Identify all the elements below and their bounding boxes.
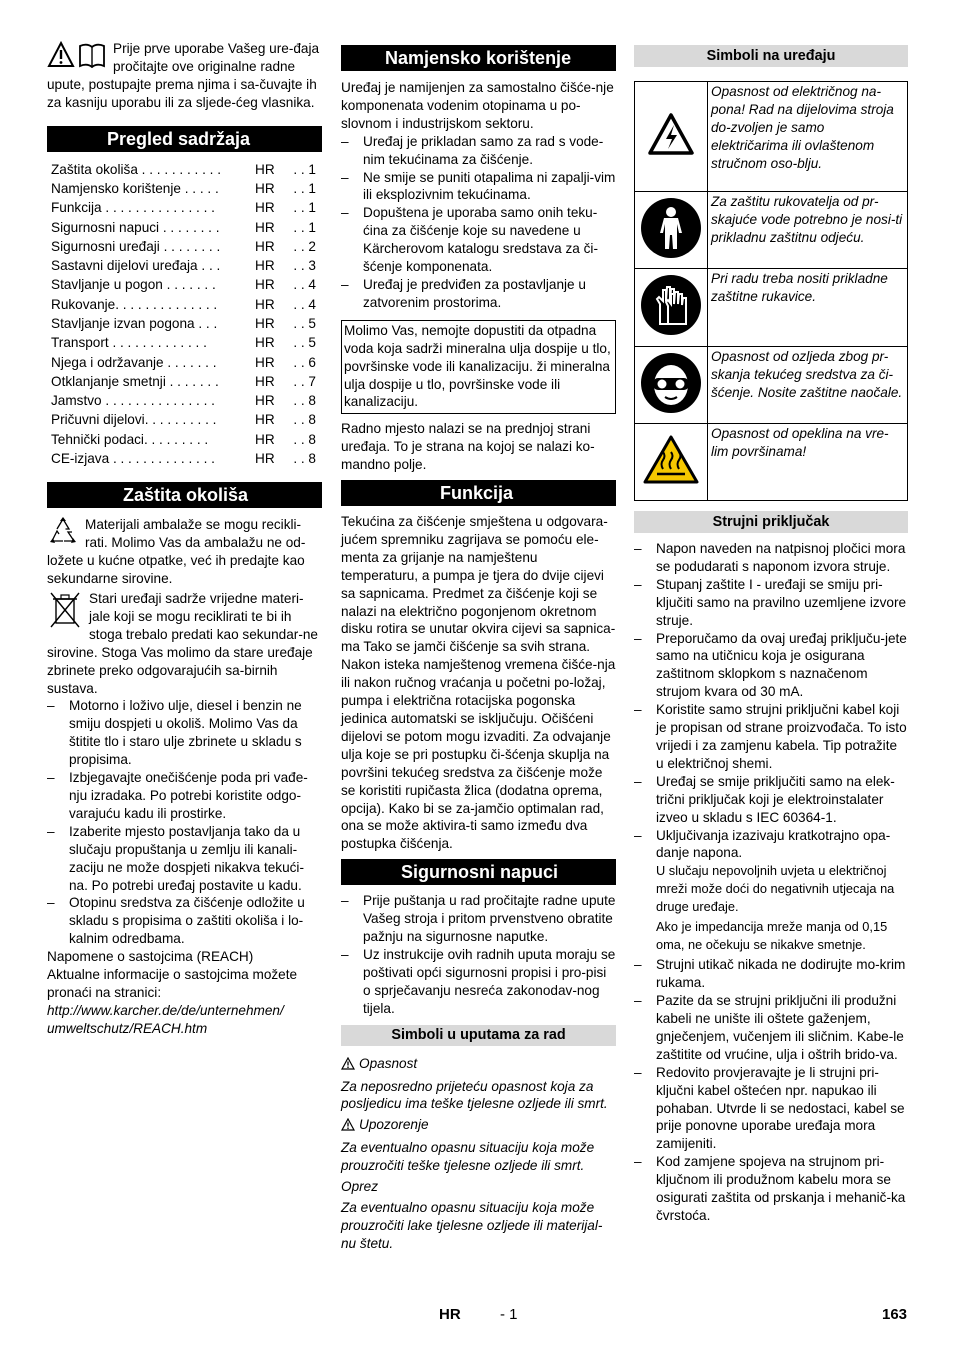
toc-row[interactable] [47,314,322,333]
toc-row[interactable] [47,372,322,391]
toc-entry-title: Tehnički podaci [51,431,144,447]
symbol-text: Opasnost od električnog na-pona! Rad na dijelovima stroja do-zvoljen je samo električarima ili ovlaštenom stručnom oso-blju. [708,82,908,192]
toc-entry-title: Transport [51,335,109,351]
protective-gloves-icon [640,324,702,339]
toc-row[interactable] [47,256,322,275]
toc-entry-title: CE-izjava [51,451,110,467]
toc-leader-dots: . . . . . . . . [159,219,220,235]
column-middle [341,40,616,1253]
toc-leader-dots: . . . . . . . [162,277,216,293]
protective-clothing-icon [640,247,702,262]
toc-entry-title: Rukovanje [51,296,116,312]
symbol-row [635,192,908,269]
toc-entry-page: . . 8 [293,451,316,467]
toc-entry-page: . . 3 [293,258,316,274]
toc-entry-title: Zaštita okoliša [51,161,138,177]
env-heading: Zaštita okoliša [47,482,322,508]
bullet-item: – Izbjegavajte onečišćenje poda pri vađe-nju izradaka. Po potrebi koristite odgo-varajuću kadu ili prostirke. [47,769,322,823]
toc-row[interactable] [47,237,322,256]
hot-surface-icon [643,473,699,488]
danger-text: Za neposredno prijeteću opasnost koja za posljedicu ima teške tjelesne ozljede ili smrt. [341,1078,608,1112]
toc-entry-lang: HR [255,161,275,177]
toc-entry-lang: HR [255,393,275,409]
footer-language: HR [439,1306,461,1323]
function-heading: Funkcija [341,480,616,506]
bullet-item: – Pazite da se strujni priključni ili produžni kabeli ne unište ili oštete gaženjem, gnječenjem, vučenjem ili sličnim. Kabe-le zaštitite od vrućine, ulja i oštrih brido-va. [634,992,908,1064]
footer-page-number: 163 [882,1306,908,1323]
warning-triangle-icon [341,1057,355,1075]
manual-symbols-heading: Simboli u uputama za rad [341,1025,616,1046]
toc-row[interactable] [47,218,322,237]
function-text: Tekućina za čišćenje smještena u odgovara-jućem spremniku zagrijava se pomoću ele-menta za grijanje na namještenu temperaturu, a pumpa je tjera do dvije cijevi sa sapnicama. Predmet za čišćenje koji se nalazi na električno pogonjenom okretnom disku rotira se unutar okvira cijevi sa sapnica-ma Tako se jamči čišćenje sa svih strana. Nakon isteka namještenog vremena čišće-nja ili nakon ručnog vraćanja u početni po-ložaj, pumpa i električna rotacijska pogonska jedinica automatski se isključuju. Očišćeni dijelovi se potom mogu izvaditi. Za odvajanje ulja koje se pri postupku či-šćenja skuplja na površini tekućeg sredstva za čišćenje može se koristiti rupičasta žlica (dodatna oprema, opcija). Kako bi se za-jamčio optimalan rad, ona se može aktivira-ti samo između dva postupka čišćenja. [341,514,616,852]
bullet-item: – Ne smije se puniti otapalima ni zapalji-vim ili eksplozivnim tekućinama. [341,169,616,205]
toc-row[interactable] [47,179,322,198]
danger-label: Opasnost [359,1055,418,1071]
toc-entry-page: . . 8 [293,431,316,447]
warning-label: Upozorenje [359,1117,429,1133]
toc-entry-title: Stavljanje u pogon [51,277,163,293]
recycle-block [47,516,322,588]
reach-text: Aktualne informacije o sastojcima možete pronaći na stranici: [47,967,298,1000]
symbol-text: Za zaštitu rukovatelja od pr-skajuće vode potrebno je nosi-ti prikladnu zaštitnu odjeću. [708,192,908,269]
toc-entry-lang: HR [255,451,275,467]
bullet-item: – Kod zamjene spojeva na strujnom pri-ključnom ili produžnom kabelu mora se osigurati zaštita od prskanja i mehanič-ka čvrstoća. [634,1153,908,1225]
electric-hazard-icon [647,144,695,159]
warning-text: Za eventualno opasnu situaciju koja može prouzročiti teške tjelesne ozljede ili smrt. [341,1140,595,1174]
toc-entry-page: . . 1 [293,180,316,196]
power-bullet-list-2 [634,956,908,1225]
intro-block [47,40,322,112]
toc-entry-lang: HR [255,354,275,370]
weee-text: Stari uređaji sadrže vrijedne materi-jale koji se mogu reciklirati te bi ih stoga trebalo predati kao sekundar-ne sirovine. Stoga Vas molimo da stare uređaje zbrinete preko odgovarajućih sa-birnih sustava. [47,591,318,696]
bullet-item: – Prije puštanja u rad pročitajte radne upute Vašeg stroja i pritom prvenstveno obratite pažnju na sigurnosne naputke. [341,892,616,946]
warning-triangle-icon [341,1118,355,1136]
toc-row[interactable] [47,391,322,410]
bullet-item: – Dopuštena je uporaba samo onih teku-ćina za čišćenje koje su navedene u Kärcherovom katalogu sredstava za či-šćenje komponenata. [341,204,616,276]
bullet-item: – Uređaj je prikladan samo za rad s vode-nim tekućinama za čišćenje. [341,133,616,169]
toc-leader-dots: . . . . . . . [163,354,217,370]
bullet-item: – Izaberite mjesto postavljanja tako da u slučaju propuštanja u zemlju ili kanali-zaciju ne može dospjeti nikakva tekući-na. Po potrebi uređaj postavite u kadu. [47,823,322,895]
toc-row[interactable] [47,275,322,294]
toc-entry-lang: HR [255,316,275,331]
toc-leader-dots: . . . . . . . . . . . . . [108,335,207,351]
toc-row[interactable] [47,353,322,372]
power-bullet-list [634,540,908,862]
warning-label-line [341,1116,616,1136]
toc-leader-dots: . . . . . . . . . . [144,412,217,428]
toc-entry-title: Funkcija [51,200,102,216]
toc-entry-page: . . 4 [293,277,316,293]
toc-leader-dots: . . . . . [180,180,219,196]
footer-section-page: - 1 [500,1306,518,1323]
toc-entry-lang: HR [255,373,275,389]
danger-label-line [341,1055,616,1075]
bullet-item: – Redovito provjeravajte je li strujni pri-ključni kabel oštećen npr. napukao ili pohaban. Utvrde li se nedostaci, kabel se prije ponovne uporabe uređaja mora zamijeniti. [634,1064,908,1154]
toc-entry-page: . . 2 [293,238,316,254]
bullet-item: – Motorno i loživo ulje, diesel i benzin ne smiju dospjeti u okoliš. Molimo Vas da štitite tlo i staro ulje zbrinete u skladu s propisima. [47,697,322,769]
wastewater-notice: Molimo Vas, nemojte dopustiti da otpadna voda koja sadrži mineralna ulja dospije u tlo, površinske vode ili kanalizaciju. ži mineralna ulja dospije u tlo, površinske vode ili kanalizaciju. [344,322,611,410]
toc-entry-page: . . 1 [293,161,316,177]
safety-heading: Sigurnosni napuci [341,859,616,885]
symbol-icon-cell [635,347,708,424]
toc-entry-title: Stavljanje izvan pogona [51,316,195,331]
symbol-icon-cell [635,82,708,192]
toc-leader-dots: . . . . . . . . . . . . . . . [101,393,215,409]
toc-entry-title: Sigurnosni uređaji [51,238,160,254]
bullet-item: – Preporučamo da ovaj uređaj priključu-jete samo na utičnicu koja je osigurana zaštitnom sklopkom s naznačenom strujom kvara od 30 mA. [634,630,908,702]
toc-entry-lang: HR [255,200,275,216]
column-right [634,40,908,1225]
bullet-item: – Stupanj zaštite I - uređaji se smiju pri-ključiti samo na pravilno uzemljene izvore struje. [634,576,908,630]
toc-leader-dots: . . . . . . . . . . . . . . [109,451,215,467]
toc-entry-title: Pričuvni dijelovi [51,412,145,428]
toc-entry-title: Sigurnosni napuci [51,219,160,235]
toc-entry-lang: HR [255,238,275,254]
toc-entry-title: Jamstvo [51,393,102,409]
toc-leader-dots: . . . [194,316,218,331]
toc-entry-lang: HR [255,219,275,235]
reach-url[interactable]: http://www.karcher.de/de/unternehmen/ umweltschutz/REACH.htm [47,1002,284,1036]
symbol-text: Pri radu treba nositi prikladne zaštitne rukavice. [708,269,908,347]
env-bullet-list [47,697,322,948]
symbol-icon-cell [635,424,708,501]
toc-entry-page: . . 5 [293,316,316,331]
symbol-text: Opasnost od ozljeda zbog pr-skanja tekućeg sredstva za či-šćenje. Nosite zaštitne naočale. [708,347,908,424]
toc-row[interactable] [47,198,322,217]
toc-leader-dots: . . . [197,258,221,274]
toc-entry-page: . . 1 [293,219,316,235]
symbol-icon-cell [635,269,708,347]
weee-block [47,590,322,697]
toc-entry-title: Namjensko korištenje [51,180,181,196]
toc-leader-dots: . . . . . . . . . [143,431,209,447]
read-manual-icon [47,40,107,75]
toc-row[interactable] [47,160,322,179]
device-symbols-heading: Simboli na uređaju [634,45,908,67]
toc-entry-lang: HR [255,258,275,274]
toc-entry-page: . . 4 [293,296,316,312]
bullet-item: – Koristite samo strujni priključni kabel koji je propisan od strane proizvođača. To isto vrijedi i za zamjenu kabela. Tip potražite u električnoj shemi. [634,701,908,773]
toc-entry-lang: HR [255,431,275,447]
toc-row[interactable] [47,333,322,352]
toc-row[interactable] [47,410,322,429]
toc-entry-lang: HR [255,180,275,196]
toc-entry-title: Sastavni dijelovi uređaja [51,258,198,274]
symbol-row [635,347,908,424]
recycle-icon [47,516,79,551]
bullet-item: – Strujni utikač nikada ne dodirujte mo-krim rukama. [634,956,908,992]
toc-entry-lang: HR [255,296,275,312]
wastewater-notice-box [341,320,616,415]
caution-label: Oprez [341,1179,379,1195]
toc-heading: Pregled sadržaja [47,126,322,152]
symbol-row [635,424,908,501]
toc-leader-dots: . . . . . . . . . . . . . . [115,296,218,312]
safety-goggles-icon [640,402,702,417]
toc-leader-dots: . . . . . . . [165,373,219,389]
toc-leader-dots: . . . . . . . . . . . [137,161,221,177]
toc-leader-dots: . . . . . . . . . . . . . . . [101,200,215,216]
symbol-row [635,269,908,347]
symbol-row [635,82,908,192]
toc-row[interactable] [47,430,322,449]
toc-entry-page: . . 5 [293,335,316,351]
device-symbols-table [634,81,908,501]
toc-table [47,160,322,469]
caution-text: Za eventualno opasnu situaciju koja može prouzročiti lake tjelesne ozljede ili materijal-nu štetu. [341,1199,603,1251]
toc-entry-page: . . 6 [293,354,316,370]
reach-title: Napomene o sastojcima (REACH) [47,949,254,965]
toc-entry-lang: HR [255,412,275,428]
column-left [47,40,322,1038]
power-note-1: U slučaju nepovoljnih uvjeta u električnoj mreži može doći do negativnih utjecaja na druge uređaje. [656,863,895,914]
power-note-2: Ako je impedancija mreže manja od 0,15 oma, ne očekuju se nikakve smetnje. [656,919,888,952]
bullet-item: – Uređaj se smije priključiti samo na elek-trični priključak koji je elektroinstalater izveo u skladu s IEC 60364-1. [634,773,908,827]
intro-text: Prije prve uporabe Vašeg ure-đaja pročitajte ove originalne radne upute, postupajte prema njima i sa-čuvajte ih za kasniju uporabu ili za sljede-ćeg vlasnika. [47,41,320,110]
recycle-text: Materijali ambalaže se mogu recikli-rati. Molimo Vas da ambalažu ne od-ložete u kućne otpatke, već ih predajte kao sekundarne sirovine. [47,517,306,587]
bullet-item: – Napon naveden na natpisnoj pločici mora se podudarati s naponom izvora struje. [634,540,908,576]
power-heading: Strujni priključak [634,511,908,533]
bullet-item: – Uključivanja izazivaju kratkotrajno opa-danje napona. [634,827,908,863]
intended-text: Uređaj je namijenjen za samostalno čišće-nje komponenata vodenim otopinama u po-slovnom i industrijskom sektoru. [341,80,614,131]
toc-leader-dots: . . . . . . . . [159,238,221,254]
bullet-item: – Uređaj je predviđen za postavljanje u zatvorenim prostorima. [341,276,616,312]
toc-entry-lang: HR [255,277,275,293]
safety-bullet-list [341,892,616,1017]
intended-heading: Namjensko korištenje [341,45,616,71]
toc-entry-title: Otklanjanje smetnji [51,373,166,389]
workplace-text: Radno mjesto nalazi se na prednjoj strani uređaja. To je strana na kojoj se nalazi ko-mandno polje. [341,421,595,473]
toc-entry-page: . . 7 [293,373,316,389]
bullet-item: – Uz instrukcije ovih radnih uputa moraju se poštivati opći sigurnosni propisi i pro-pisi o sprječavanju nesreća zakonodav-nog tijela. [341,946,616,1018]
symbol-icon-cell [635,192,708,269]
bullet-item: – Otopinu sredstva za čišćenje odložite u skladu s propisima o zaštiti okoliša i lo-kalnim odredbama. [47,894,322,948]
toc-entry-page: . . 1 [293,200,316,216]
symbol-text: Opasnost od opeklina na vre-lim površinama! [708,424,908,501]
toc-row[interactable] [47,295,322,314]
power-notes [634,862,908,953]
crossed-bin-icon [47,590,83,635]
toc-row[interactable] [47,449,322,468]
toc-entry-page: . . 8 [293,412,316,428]
toc-entry-title: Njega i održavanje [51,354,164,370]
toc-entry-page: . . 8 [293,393,316,409]
intended-bullet-list [341,133,616,312]
toc-entry-lang: HR [255,335,275,351]
